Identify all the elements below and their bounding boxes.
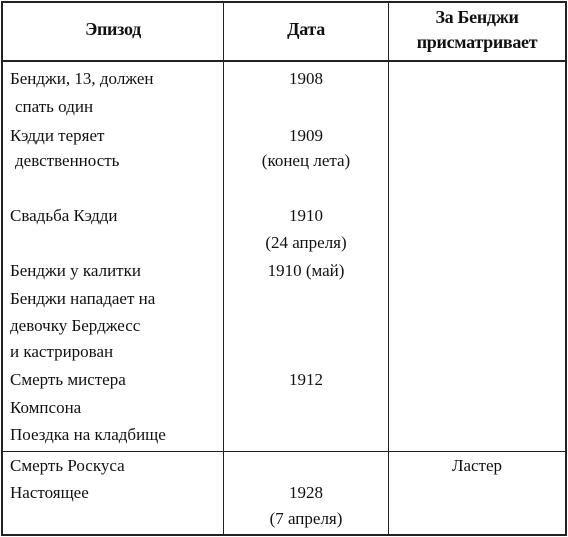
episode-text: Кэдди теряет (10, 126, 105, 145)
table-border-right (565, 1, 567, 536)
episode-text: девственность (15, 151, 120, 170)
caretaker-text: Ластер (451, 456, 503, 475)
episode-text: девочку Берджесс (10, 316, 141, 335)
table-border-left (1, 1, 3, 536)
header-episode: Эпизод (85, 19, 141, 39)
date-text: (24 апреля) (265, 233, 347, 252)
date-text: (7 апреля) (269, 509, 343, 528)
episode-text: Бенджи, 13, должен (10, 69, 154, 88)
section-divider (1, 451, 567, 452)
table-border-top (1, 1, 567, 3)
episode-text: Свадьба Кэдди (10, 206, 118, 225)
date-text: 1928 (289, 483, 323, 502)
episode-text: Компсона (10, 398, 82, 417)
header-date: Дата (287, 19, 325, 39)
header-caretaker-line1: За Бенджи (435, 7, 519, 27)
episode-text: Бенджи у калитки (10, 261, 141, 280)
date-text: 1910 (289, 206, 323, 225)
episode-text: Смерть мистера (10, 370, 126, 389)
header-caretaker-line2: присматривает (416, 32, 538, 52)
episode-text: Поездка на кладбище (10, 425, 166, 444)
date-text: 1910 (май) (267, 261, 345, 280)
table-border-bottom (1, 534, 567, 536)
header-divider (1, 60, 567, 62)
date-text: 1909 (289, 126, 323, 145)
episode-text: Смерть Роскуса (10, 456, 125, 475)
episode-text: Бенджи нападает на (10, 289, 156, 308)
date-text: 1912 (289, 370, 323, 389)
date-text: 1908 (289, 69, 323, 88)
episode-text: и кастрирован (10, 342, 114, 361)
episode-text: спать один (15, 97, 94, 116)
date-text: (конец лета) (261, 151, 351, 170)
episode-text: Настоящее (10, 483, 89, 502)
